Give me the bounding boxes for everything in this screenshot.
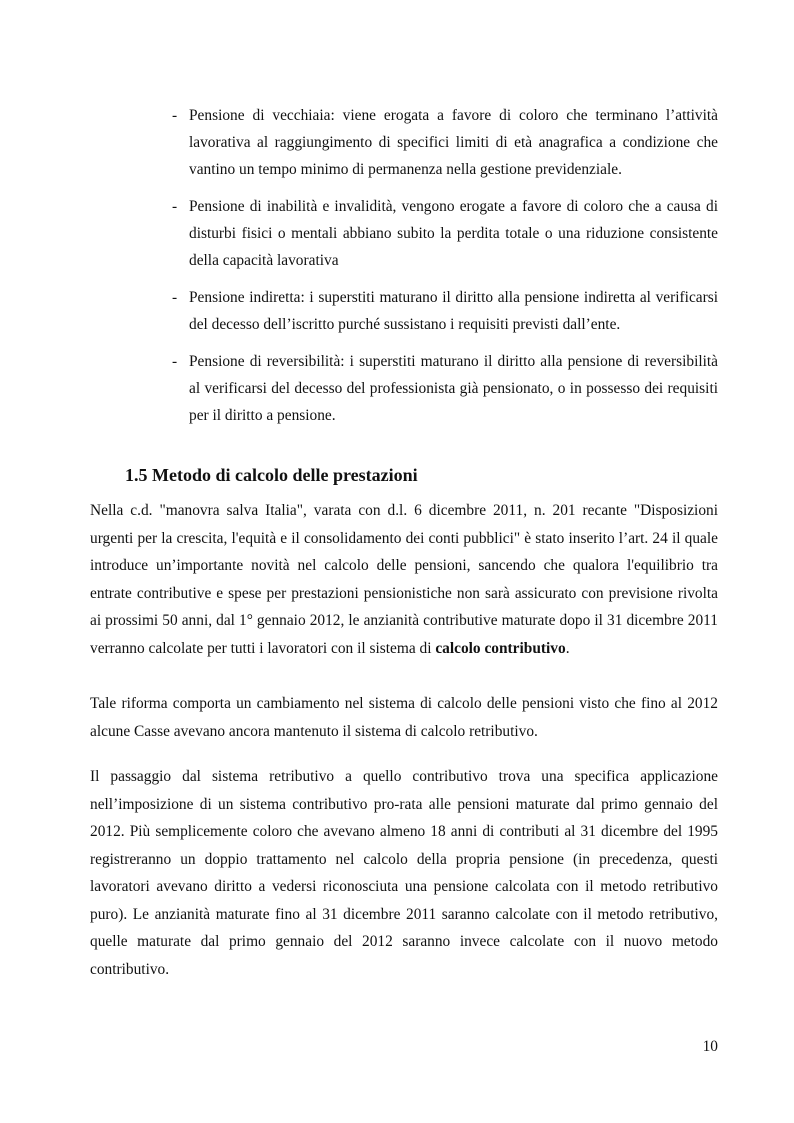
list-item [172,284,718,338]
paragraph: Tale riforma comporta un cambiamento nel sistema di calcolo delle pensioni visto che fino al 2012 alcune Casse avevano ancora mantenuto il sistema di calcolo retributivo. [90,695,718,740]
list-bullet: - [172,107,178,124]
paragraph: Il passaggio dal sistema retributivo a quello contributivo trova una specifica applicazione nell’imposizione di un sistema contributivo pro-rata alle pensioni maturate dal primo gennaio del 2012. Più semplicemente coloro che avevano almeno 18 anni di contributi al 31 dicembre del 1995 registreranno un doppio trattamento nel calcolo della propria pensione (in precedenza, questi lavoratori avevano diritto a vedersi riconosciuta una pensione calcolata con il metodo retributivo puro). Le anzianità maturate fino al 31 dicembre 2011 saranno calcolate con il metodo retributivo, quelle maturate dal primo gennaio del 2012 saranno invece calcolate con il nuovo metodo contributivo. [90,768,718,978]
list-item [172,193,718,274]
list-item-text: Pensione di vecchiaia: viene erogata a favore di coloro che terminano l’attività lavorativa al raggiungimento di specifici limiti di età anagrafica a condizione che vantino un tempo minimo di permanenza nella gestione previdenziale. [189,107,718,178]
list-bullet: - [172,353,178,370]
pension-types-list [172,102,718,439]
section-heading: 1.5 Metodo di calcolo delle prestazioni [125,465,418,485]
list-item [172,348,718,429]
list-item [172,102,718,183]
list-bullet: - [172,289,178,306]
paragraph-text: Nella c.d. "manovra salva Italia", varata con d.l. 6 dicembre 2011, n. 201 recante "Disposizioni urgenti per la crescita, l'equità e il consolidamento dei conti pubblici" è stato inserito l’art. 24 il quale introduce un’importante novità nel calcolo delle pensioni, sancendo che qualora l'equilibrio tra entrate contributive e spese per prestazioni pensionistiche non sarà assicurato con previsione rivolta ai prossimi 50 anni, dal 1° gennaio 2012, le anzianità contributive maturate dopo il 31 dicembre 2011 verranno calcolate per tutti i lavoratori con il sistema di [90,502,718,657]
list-bullet: - [172,198,178,215]
paragraph-end: . [565,639,570,657]
bold-term: calcolo contributivo [435,639,566,657]
list-item-text: Pensione di inabilità e invalidità, vengono erogate a favore di coloro che a causa di disturbi fisici o mentali abbiano subito la perdita totale o una riduzione consistente della capacità lavorativa [189,198,718,269]
list-item-text: Pensione indiretta: i superstiti maturano il diritto alla pensione indiretta al verificarsi del decesso dell’iscritto purché sussistano i requisiti previsti dall’ente. [189,289,718,333]
page-number: 10 [702,1038,718,1055]
paragraph [90,497,718,662]
list-item-text: Pensione di reversibilità: i superstiti maturano il diritto alla pensione di reversibilità al verificarsi del decesso del professionista già pensionato, o in possesso dei requisiti per il diritto a pensione. [189,353,718,424]
